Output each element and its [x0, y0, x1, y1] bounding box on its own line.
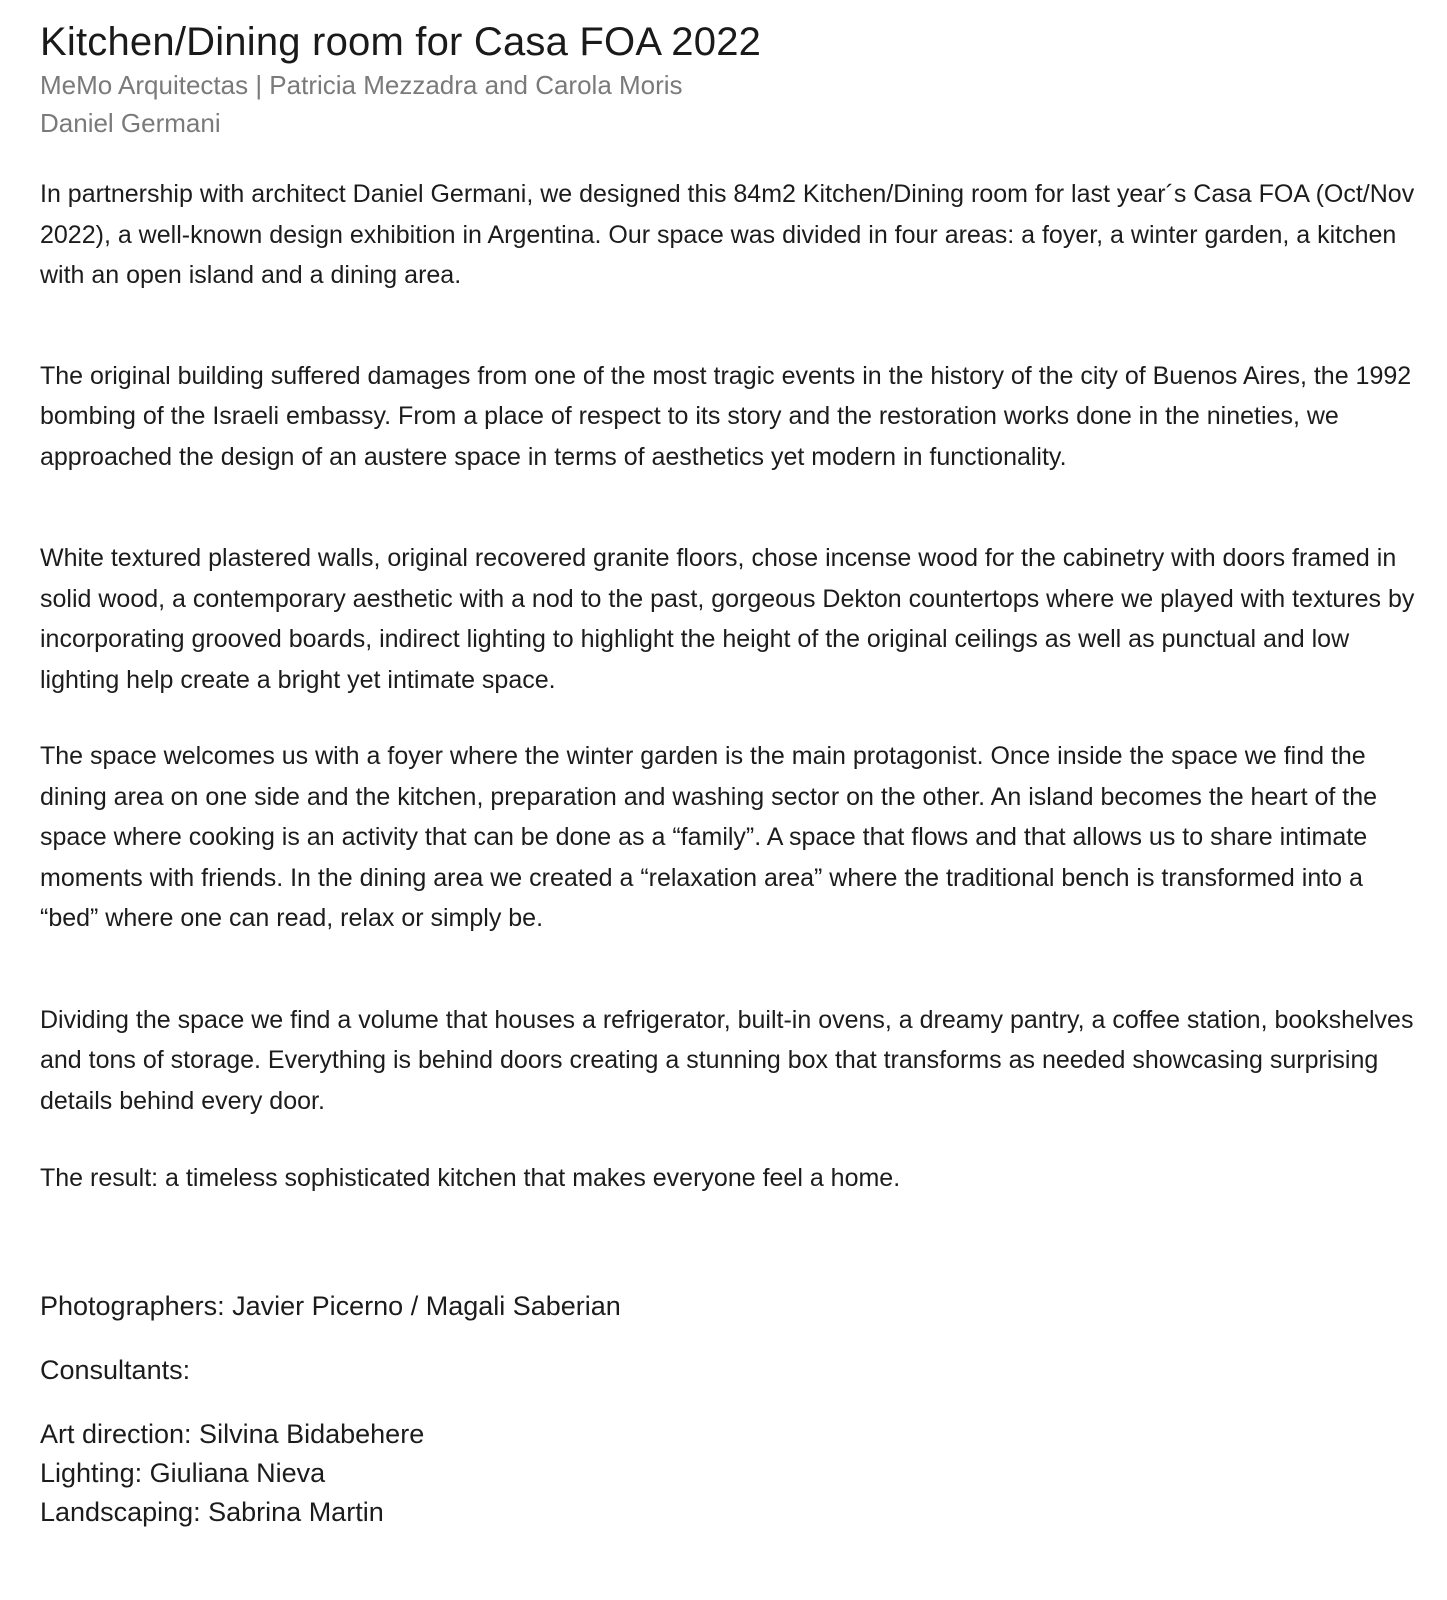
document-page [40, 18, 1415, 1532]
consultants-heading: Consultants: [40, 1354, 191, 1385]
landscaping-credit: Landscaping: Sabrina Martin [40, 1496, 384, 1527]
page-title: Kitchen/Dining room for Casa FOA 2022 [40, 20, 762, 64]
paragraph-history: The original building suffered damages from one of the most tragic events in the history of the city of Buenos Aires, the 1992 bombing of the Israeli embassy. From a place of respect to its story and the restoration works done in the nineties, we approached the design of an austere space in terms of aesthetics yet modern in functionality. [40, 361, 1412, 471]
paragraph-storage: Dividing the space we find a volume that houses a refrigerator, built-in ovens, a dreamy pantry, a coffee station, bookshelves and tons of storage. Everything is behind doors creating a stunning box that transforms as needed showcasing surprising details behind every door. [40, 1005, 1414, 1115]
paragraph-layout: The space welcomes us with a foyer where the winter garden is the main protagonist. Once inside the space we find the dining area on one side and the kitchen, preparation and washing sector on the other. An island becomes the heart of the space where cooking is an activity that can be done as a “family”. A space that flows and that allows us to share intimate moments with friends. In the dining area we created a “relaxation area” where the traditional bench is transformed into a “bed” where one can read, relax or simply be. [40, 742, 1378, 932]
authors-line: MeMo Arquitectas | Patricia Mezzadra and Carola Moris [40, 70, 683, 100]
art-direction-credit: Art direction: Silvina Bidabehere [40, 1418, 425, 1449]
paragraph-intro: In partnership with architect Daniel Germani, we designed this 84m2 Kitchen/Dining room for last year´s Casa FOA (Oct/Nov 2022), a well-known design exhibition in Argentina. Our space was divided in four areas: a foyer, a winter garden, a kitchen with an open island and a dining area. [40, 180, 1415, 289]
paragraph-result: The result: a timeless sophisticated kitchen that makes everyone feel a home. [40, 1164, 901, 1192]
lighting-credit: Lighting: Giuliana Nieva [40, 1457, 326, 1488]
collaborator-line: Daniel Germani [40, 108, 221, 138]
photographers-credit: Photographers: Javier Picerno / Magali Saberian [40, 1290, 621, 1321]
paragraph-materials: White textured plastered walls, original recovered granite floors, chose incense wood for the cabinetry with doors framed in solid wood, a contemporary aesthetic with a nod to the past, gorgeous Dekton countertops where we played with textures by incorporating grooved boards, indirect lighting to highlight the height of the original ceilings as well as punctual and low lighting help create a bright yet intimate space. [40, 544, 1415, 694]
